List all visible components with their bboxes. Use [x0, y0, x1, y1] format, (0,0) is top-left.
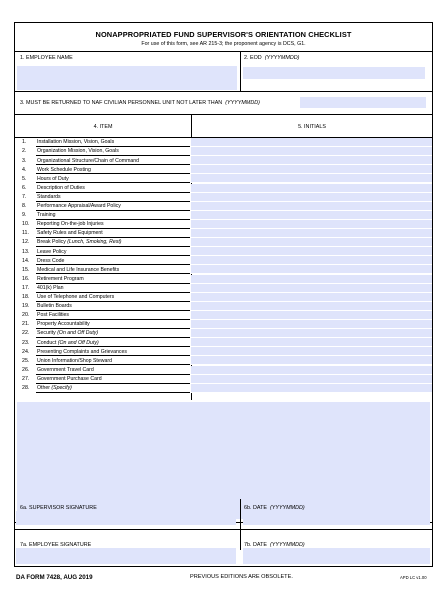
employee-signature-label: 7a. EMPLOYEE SIGNATURE — [20, 542, 92, 548]
item-label: Medical and Life Insurance Benefits — [37, 266, 120, 273]
item-label: Government Travel Card — [37, 366, 94, 373]
item-number: 18. — [22, 294, 30, 301]
item-number: 4. — [22, 166, 27, 173]
checklist-row — [15, 293, 432, 302]
item-number: 27. — [22, 375, 30, 382]
checklist-row — [15, 256, 432, 265]
initials-field[interactable] — [191, 138, 432, 147]
item-label: Organizational Structure/Chain of Command — [37, 157, 140, 164]
supervisor-signature-field[interactable] — [16, 511, 236, 525]
supervisor-date-label: 6b. DATE (YYYYMMDD) — [244, 505, 305, 511]
checklist-row — [15, 375, 432, 384]
item-number: 26. — [22, 366, 30, 373]
item-number: 5. — [22, 175, 27, 182]
orientation-checklist-form — [14, 22, 433, 567]
initials-field[interactable] — [191, 366, 432, 375]
item-number: 3. — [22, 157, 27, 164]
item-number: 9. — [22, 212, 27, 219]
initials-field[interactable] — [191, 320, 432, 329]
supervisor-date-field[interactable] — [243, 511, 430, 525]
initials-field[interactable] — [191, 165, 432, 174]
initials-field[interactable] — [191, 174, 432, 183]
initials-field[interactable] — [191, 156, 432, 165]
item-number: 11. — [22, 230, 29, 237]
initials-field[interactable] — [191, 265, 432, 274]
initials-field[interactable] — [191, 147, 432, 156]
initials-field[interactable] — [191, 356, 432, 365]
checklist-row — [15, 220, 432, 229]
checklist-row — [15, 284, 432, 293]
item-label: Leave Policy — [37, 248, 67, 255]
initials-field[interactable] — [191, 247, 432, 256]
item-number: 15. — [22, 266, 30, 273]
employee-name-field[interactable] — [17, 66, 237, 90]
item-number: 6. — [22, 184, 27, 191]
form-number: DA FORM 7428, AUG 2019 — [16, 574, 93, 581]
item-number: 13. — [22, 248, 30, 255]
item-label: Use of Telephone and Computers — [37, 294, 115, 301]
checklist-row — [15, 347, 432, 356]
checklist-row — [15, 147, 432, 156]
item-number: 14. — [22, 257, 30, 264]
item-label: Government Purchase Card — [37, 375, 102, 382]
form-title: NONAPPROPRIATED FUND SUPERVISOR'S ORIENTATION CHECKLIST — [95, 30, 352, 39]
item-label: Safety Rules and Equipment — [37, 230, 103, 237]
checklist-row — [15, 320, 432, 329]
checklist-row — [15, 193, 432, 202]
item-number: 12. — [22, 239, 30, 246]
checklist-row — [15, 174, 432, 183]
item-number: 20. — [22, 312, 30, 319]
checklist-row — [15, 302, 432, 311]
item-number: 25. — [22, 357, 30, 364]
initials-field[interactable] — [191, 293, 432, 302]
checklist-row — [15, 238, 432, 247]
checklist-row — [15, 247, 432, 256]
item-number: 8. — [22, 203, 27, 210]
item-label: Presenting Complaints and Grievances — [37, 348, 127, 355]
checklist-row — [15, 211, 432, 220]
initials-field[interactable] — [191, 193, 432, 202]
checklist-row — [15, 384, 432, 393]
employee-signature-field[interactable] — [16, 548, 236, 564]
checklist-row — [15, 165, 432, 174]
initials-field[interactable] — [191, 384, 432, 393]
item-number: 28. — [22, 385, 30, 392]
initials-field[interactable] — [191, 375, 432, 384]
item-label: Training — [37, 212, 56, 219]
initials-field[interactable] — [191, 302, 432, 311]
item-number: 1. — [22, 139, 27, 146]
item-note: (Specify) — [51, 385, 72, 392]
checklist-row — [15, 356, 432, 365]
initials-field[interactable] — [191, 229, 432, 238]
item-number: 16. — [22, 275, 30, 282]
item-label: Union Information/Shop Steward — [37, 357, 112, 364]
item-label: Description of Duties — [37, 184, 85, 191]
item-label: 401(k) Plan — [37, 284, 64, 291]
item-number: 10. — [22, 221, 30, 228]
checklist-row — [15, 311, 432, 320]
item-label: Security (On and Off Duty) — [37, 330, 99, 337]
initials-field[interactable] — [191, 275, 432, 284]
employee-date-field[interactable] — [243, 548, 430, 564]
item-number: 7. — [22, 193, 27, 200]
employee-date-label: 7b. DATE (YYYYMMDD) — [244, 542, 305, 548]
item-note: (On and Off Duty) — [57, 330, 99, 337]
item-label: Standards — [37, 193, 61, 200]
form-subtitle: For use of this form, see AR 215-3; the proponent agency is DCS, G1. — [141, 41, 306, 47]
item-note: (Lunch, Smoking, Rest) — [67, 239, 122, 246]
item-label: Bulletin Boards — [37, 303, 72, 310]
item-label: Organization Mission, Vision, Goals — [37, 148, 119, 155]
item-number: 21. — [22, 321, 30, 328]
initials-field[interactable] — [191, 329, 432, 338]
initials-field[interactable] — [191, 347, 432, 356]
apd-version: APD LC v1.00 — [400, 575, 427, 580]
checklist-row — [15, 184, 432, 193]
checklist-row — [15, 156, 432, 165]
item-label: Reporting On-the-job Injuries — [37, 221, 104, 228]
checklist-row — [15, 265, 432, 274]
item-label: Retirement Program — [37, 275, 84, 282]
editions-notice: PREVIOUS EDITIONS ARE OBSOLETE. — [190, 574, 293, 580]
checklist-row — [15, 202, 432, 211]
eod-date-field[interactable] — [243, 67, 425, 79]
checklist-row — [15, 329, 432, 338]
checklist-row — [15, 275, 432, 284]
initials-field[interactable] — [191, 311, 432, 320]
item-label: Hours of Duty — [37, 175, 69, 182]
initials-field[interactable] — [191, 220, 432, 229]
item-number: 22. — [22, 330, 30, 337]
item-number: 23. — [22, 339, 30, 346]
checklist-row — [15, 366, 432, 375]
item-number: 24. — [22, 348, 30, 355]
item-note: (On and Off Duty) — [57, 339, 99, 346]
initials-field[interactable] — [191, 238, 432, 247]
item-label: Installation Mission, Vision, Goals — [37, 139, 115, 146]
item-number: 19. — [22, 303, 30, 310]
item-number: 17. — [22, 284, 30, 291]
item-number: 2. — [22, 148, 27, 155]
checklist-row — [15, 338, 432, 347]
form-header — [15, 23, 432, 52]
remarks-area[interactable] — [17, 402, 430, 519]
return-deadline-label: 3. MUST BE RETURNED TO NAF CIVILIAN PERSONNEL UNIT NOT LATER THAN (YYYYMMDD) — [20, 100, 260, 106]
item-column-header: 4. ITEM — [93, 124, 113, 130]
return-deadline-field[interactable] — [300, 97, 426, 108]
initials-field[interactable] — [191, 184, 432, 193]
item-label: Work Schedule Posting — [37, 166, 91, 173]
initials-field[interactable] — [191, 284, 432, 293]
item-label: Dress Code — [37, 257, 65, 264]
initials-column-header: 5. INITIALS — [298, 124, 326, 130]
item-label: Other (Specify) — [37, 385, 72, 392]
employee-name-label: 1. EMPLOYEE NAME — [20, 55, 73, 61]
checklist-row — [15, 138, 432, 147]
item-label: Break Policy (Lunch, Smoking, Rest) — [37, 239, 122, 246]
initials-field[interactable] — [191, 211, 432, 220]
initials-field[interactable] — [191, 202, 432, 211]
item-label: Conduct (On and Off Duty) — [37, 339, 99, 346]
supervisor-signature-label: 6a. SUPERVISOR SIGNATURE — [20, 505, 97, 511]
item-label: Performance Appraisal/Award Policy — [37, 203, 121, 210]
item-label: Property Accountability — [37, 321, 90, 328]
item-label: Post Facilities — [37, 312, 69, 319]
eod-label: 2. EOD (YYYYMMDD) — [244, 55, 300, 61]
initials-field[interactable] — [191, 338, 432, 347]
initials-field[interactable] — [191, 256, 432, 265]
checklist-row — [15, 229, 432, 238]
